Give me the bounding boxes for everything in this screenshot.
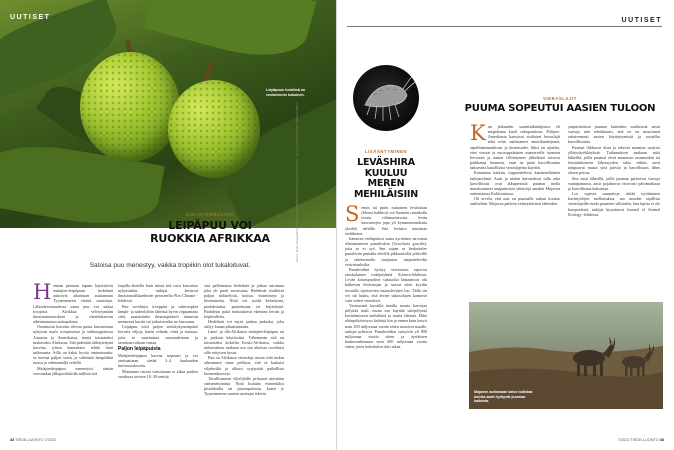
paragraph: ympäristöissä puumat kuitenkin saalistavat aasin varsoja niin tehokkaasti, että ne on muuttunut rattaisemasti aasien käyttäytymistä ja suojellut kasvillisuutta. (568, 124, 660, 145)
breadfruit (168, 80, 260, 178)
page-number: 33 (659, 438, 664, 442)
paragraph: Kannattaa harkita, tuppuottelevat kaniseneläinten tutkijaryhmä. Aasit ja niiden kaivaidessa tulla arka kasvillisuus ovat alkuperäisiä puumat tuella muodostaneet tasapainoisia yhteisöjä ainakin Mojaven autiomaassa Kaliforniassa. (470, 170, 560, 197)
title-line: LEVÄSHIRA (357, 157, 415, 168)
article-title (140, 220, 280, 244)
article-kicker: VIERASLAJIT (543, 96, 577, 101)
paragraph: sisä pallomaisia hedelmiä ja jatkaa satoisana joka yli puoli vuosisataa. Hedelmät sisältävät paljon tärkkelystä, kuitua, vitamiineja ja hivenaineita. Niitä voi syödä keitettyinä, paahdettuina, paistettuina tai käytettynä. Paahdetut palat muistuttavat ekenttea leivän ja leipävalleita. (204, 283, 284, 319)
photo-caption: Leipäpuun hedelmä on vesimelonin kokoinen. (266, 88, 306, 97)
text-column (33, 280, 113, 376)
paragraph: Malajienleipäpuu menestyisi tämän vuosisadan jälkipuoliskolla milloin sitä (33, 365, 113, 376)
paragraph: Malajienleipäpuu kasvaa nopeasti ja voi asettuatuaan sietää 3–4 kuukauden kuivuusiaksioita. (118, 353, 198, 369)
drop-cap: H (33, 280, 52, 304)
photo-credit: Kuvat: Taylor Design/Shutterstock, Cozza/Shutterstock & Fayrington Brisbane / Alamy, Collection Illinois, Michael Wilson (295, 102, 299, 262)
page-footer (10, 438, 56, 442)
title-line: RUOKKIA AFRIKKAA (150, 232, 270, 245)
photo-caption: Mojaven autiomaan kaivo todistaa kuinka aasit hyötyvät puumaa kaikesta. (474, 390, 533, 404)
amphipod-photo (353, 65, 419, 131)
breadfruit (80, 52, 180, 162)
paragraph: Lämi- ja tilä-Afrikassa malajien-leipäpuu on jo paikoin käytössäsä. Vähemmän sitä on toistaiseksi kokeiltu Keski-Afrikassa, vaikka tutkimuksen mukaan osa sen alueista soveltuisi sille erityisen hyvin. (204, 329, 284, 356)
paragraph: Puumat liikkuvat öisin ja tekevät maaston suojista yllätyshyökkäyksiä. Tutkimuksen mukaan niitä lähteillä, joilla puumat elvät maastoon avomuoden tai leirintäaluiseen lähessyyden takia vähiin, aasit tampaavat maata yötä päivää ja kasvillisuus lähes ohuen poissa. (568, 144, 660, 176)
magazine-name: 7/2022 TIEDE-LUONTO (617, 438, 659, 442)
paragraph: laajalla alueella kuin missä sitä voisi kasvattaa nykyisinkin, tutkijat kertovat ilmastomallikaelmien perusteella Plos Climate -lehdessä. (118, 283, 198, 304)
title-line: KUULUU MEREN (364, 167, 408, 189)
article-lead: Satoisa puu menestyy, vaikka tropiikin olot tukaloituvat. (89, 262, 251, 269)
paragraph: Tavallisimmat viljelijöille peilaavat nimittäin siemenettöminä. Niitä lisätään esimerkiksi pistokkailla tai juurenpaloista, kuten jo Tyynenmeren saarten asuttajat tekivät. (204, 375, 284, 397)
donkey-photo (469, 302, 663, 409)
section-rule (347, 26, 662, 27)
paragraph: eiman perunan tapaan käytettävät malajien-leipäpuun hedelmät auttoivat aikoinaan asuttamaan Tyynenmeren etäisiä saaristoja. Lähitulevaisuudessa sama puu voi auttaa troopisia Afrikkaa selviytymään ilmastonmuutoksen ja väestönkasvun aiheuttamasta ruokapulasta. (33, 283, 113, 325)
paragraph: un jäikauden suurnisäkäslajistoa eli megafauna kuoli sukupuuttoon, Pohjois-Amerikasta katosivat sisälaiset hevoslajit sekä niitä saalistaneet amerikanleijonat, sapelihammaskissat ja hirmusudet. Siksi on ajateltu, ettei vieraat ja eurooppalaisten mantereelle tuomien hevosten ja aasien villiintyneet jälkeläiset toisivat paikkansa luontoon, vaan ne pitää kasvillisuutta tuhoavina haitallisina vieraslajeina käyttää. (470, 124, 560, 171)
paragraph: Puu on Afrikassa vieraslaji, mutta siitä tuskin aiheutunee sinne peikkoa, että se karkaisi viljelmiltä ja alkaisi syrjäyttää paikallisia luonnonkasveja. (204, 355, 284, 376)
page-footer (618, 438, 664, 442)
title-line: LEIPÄPUU VOI (168, 219, 252, 232)
leaf-shape (144, 0, 317, 70)
text-column (204, 283, 284, 396)
amphipod-illustration (353, 65, 419, 131)
section-tag: UUTISET (621, 17, 662, 24)
article-kicker: LISÄÄNTYMINEN (364, 149, 408, 154)
page-number: 32 (10, 438, 15, 442)
paragraph: Oli arvelu, että aasi on puumalle turhan kookas saaliseläin. Mojavea paikoin vehreyttäviien lähteiden (470, 196, 560, 207)
text-column (345, 202, 427, 350)
paragraph: Itämeren eteläpäässä sama äyriäinen tarvaituu rihmamaiseen punaleväiin (Gracilaria gracilis), joita se ei syö. Sen sijaan se herkuttelee punalevän pinnalla elävillä pikkuruisilla piilevillä ja taketurmalla suojautuu niepottelevilta veävirtauksilta. (345, 235, 427, 267)
paragraph: Muutamia vuosia vartuttuaan se alkaa puskea vuodessa toiseen 10–30 senttiä (118, 368, 198, 379)
paragraph: Vastaavasti kuvailla maalla monia kasvejaa pölyttää tuuli, mutta osa käyttää siitepölynsä kevittämiseen mehiläisiä ja muita eläimiä. Ehkä eläinpölytteisyys kehittyi kin jo ennen kuin kasvit noin 450 miljoonaa vuotta sitten nousivat maalle, tutkijat pohtivat. Punalevätkin syntyivät yli 800 miljoonaa vuotta sitten ja äyriäisten kantavanhemmat noin 600 miljoonaa vuotta sitten, joten kokeiluhin riitti aikaa. (345, 302, 427, 350)
drop-cap: K (470, 121, 486, 145)
text-column (568, 124, 660, 217)
section-tag: UUTISET (10, 14, 51, 21)
breadfruit-photo (0, 0, 337, 228)
paragraph: Leipäpuu voisi paljon sietokykyisempänä korvata viljoja, kuten vehnää, riisiä ja maissia, jotta se suurimmat satotaudeitaan ja ravintoarvoltaan vastaa. (118, 324, 198, 345)
drop-cap: S (345, 202, 360, 226)
article-kicker: ILMASTONMUUTOS (185, 212, 235, 217)
paragraph: entin tai pinin mittainen leväshiran (Idotea balthica) voi Suomen rannikolla tavata vähäsuolaisesta levän kasvustojen jopa yli kymmenentuhatta yksilöä neliölle. Sitä leväsira mutustaa eteläkesen. (345, 205, 427, 236)
paragraph: Oseaniasta kotoisin olevaa puuta kasvatetaan nykyisin myös troopissessa ja subtrooppisessa Aasiassa ja Amerikassa, mutta toistaiseksi mukavaksi Afrikassa. Sitä pidetään alikäytettynä kasvina, johon kannattaisi tehdä lisää tutkimusta. Sillä on kaksi hyvää ominaisuutta: se tuottaa paljon satoa, ja vähentää lämpötilan nousu ja vähemmällä vedellä. (33, 324, 113, 366)
subhead: Paljon leipäpuista (118, 345, 161, 352)
paragraph: Hedelmät voi myös jauhaa jauhoksi, joka säilyy kauan pilaantumatta. (204, 319, 284, 330)
article-title: PUUMA SOPEUTUI AASIEN TULOON (464, 103, 656, 114)
title-line: MEHILÄISIIN (353, 188, 419, 200)
paragraph: Punaleväkin hyötyy vierastaan, raportoi ranskalainen tutkijaryhmä Science-lehdessä. Levän koiraspuoliset suksuolut lämautuvat ohi kulkevan leväsirojan ja saavat siten kyydin toisaalla sijaitsevien naarasleväjen luo. Tällä sin ovi siä luultu, että levien sukusolujen kantavat vain veden virtaukset. (345, 266, 427, 303)
paragraph: Siin aasit lähteillä, joilla puumat partioivat varsoja vaanipamassa, aasit pojahtavat varovasti päivänaikaan ja kasvillisuus kukoistaa. (568, 175, 660, 191)
paragraph: Puu soveltuisi trooppiin ja subtroopkin lämpö- ja sadeoloihin läheistä hyvin riippumatta siitä, saataisiinko ilmastopäästöt tuntuvan menneesä kuriin vai jatkaisivatko ne kasvuaan. (118, 303, 198, 325)
paragraph: Los sopivia suurpetoja riittää nyttittainen kavimyöhjen mellastuksia, ma muiden rajallisia vieraslajeille tuoda puumien silloinkin, kun lajista ei ole kotoperäistä, tutkijat kirjoittavat Journal of Animal Ecology -lehdessä. (568, 191, 660, 217)
article-title (350, 158, 422, 200)
text-column (470, 121, 560, 207)
text-column (118, 283, 198, 379)
magazine-name: TIEDE-LUONTO 7/2022 (15, 438, 57, 442)
